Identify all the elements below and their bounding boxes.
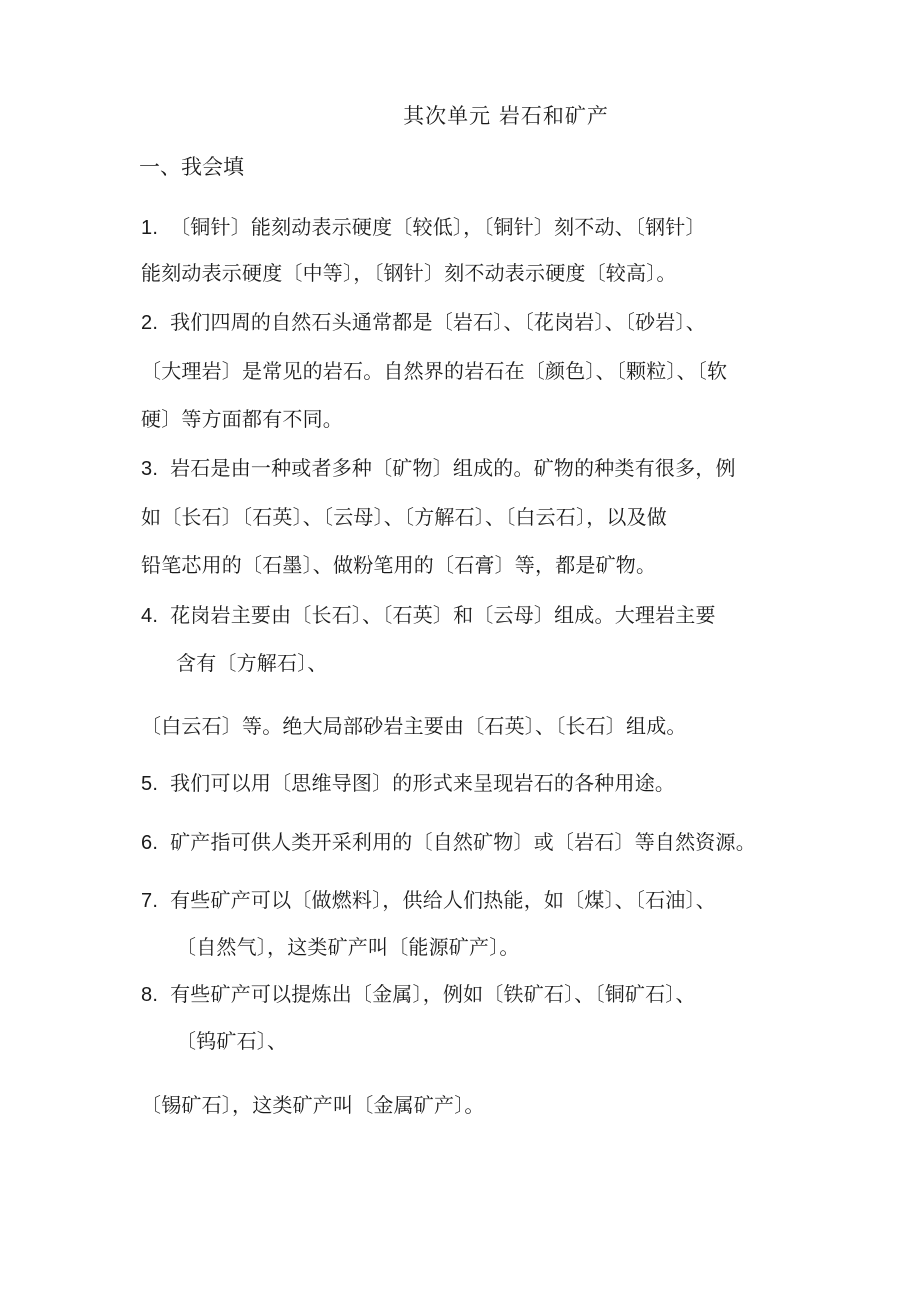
document-title: 其次单元 岩石和矿产: [403, 104, 609, 128]
item-2-line-2: 〔大理岩〕是常见的岩石。自然界的岩石在〔颜色〕、〔颗粒〕、〔软: [141, 359, 728, 383]
item-1-number: 1.: [141, 217, 159, 239]
item-4-line-1: 4. 花岗岩主要由〔长石〕、〔石英〕和〔云母〕组成。大理岩主要: [141, 603, 716, 627]
item-8-line-3: 〔锡矿石〕，这类矿产叫〔金属矿产〕。: [141, 1093, 485, 1117]
item-5-number: 5.: [141, 773, 159, 795]
item-2-line-3: 硬〕等方面都有不同。: [141, 407, 343, 431]
item-4-number: 4.: [141, 605, 159, 627]
item-7-line-2: 〔自然气〕，这类矿产叫〔能源矿产〕。: [176, 935, 520, 959]
item-5-line-1: 5. 我们可以用〔思维导图〕的形式来呈现岩石的各种用途。: [141, 771, 676, 795]
item-6-line-1: 6. 矿产指可供人类开采利用的〔自然矿物〕或〔岩石〕等自然资源。: [141, 830, 756, 854]
item-7-line-1: 7. 有些矿产可以〔做燃料〕，供给人们热能，如〔煤〕、〔石油〕、: [141, 888, 716, 912]
item-3-line-2: 如〔长石〕〔石英〕、〔云母〕、〔方解石〕、〔白云石〕，以及做: [141, 505, 667, 529]
item-2-line-1: 2. 我们四周的自然石头通常都是〔岩石〕、〔花岗岩〕、〔砂岩〕、: [141, 310, 706, 334]
item-7-number: 7.: [141, 890, 159, 912]
item-2-number: 2.: [141, 312, 159, 334]
item-3-line-3: 铅笔芯用的〔石墨〕、做粉笔用的〔石膏〕等，都是矿物。: [141, 553, 657, 577]
item-8-number: 8.: [141, 984, 159, 1006]
item-4-line-2: 含有〔方解石〕、: [176, 651, 328, 675]
item-3-line-1: 3. 岩石是由一种或者多种〔矿物〕组成的。矿物的种类有很多，例: [141, 456, 736, 480]
item-8-line-1: 8. 有些矿产可以提炼出〔金属〕，例如〔铁矿石〕、〔铜矿石〕、: [141, 982, 696, 1006]
section-heading: 一、我会填: [139, 155, 244, 179]
item-6-number: 6.: [141, 832, 159, 854]
item-4-line-3: 〔白云石〕等。绝大局部砂岩主要由〔石英〕、〔长石〕组成。: [141, 714, 687, 738]
item-1-line-1: 1. 〔铜针〕能刻动表示硬度〔较低〕，〔铜针〕刻不动、〔钢针〕: [141, 215, 706, 239]
item-8-line-2: 〔钨矿石〕、: [176, 1029, 288, 1053]
item-1-line-2: 能刻动表示硬度〔中等〕，〔钢针〕刻不动表示硬度〔较高〕。: [141, 261, 677, 285]
item-3-number: 3.: [141, 458, 159, 480]
